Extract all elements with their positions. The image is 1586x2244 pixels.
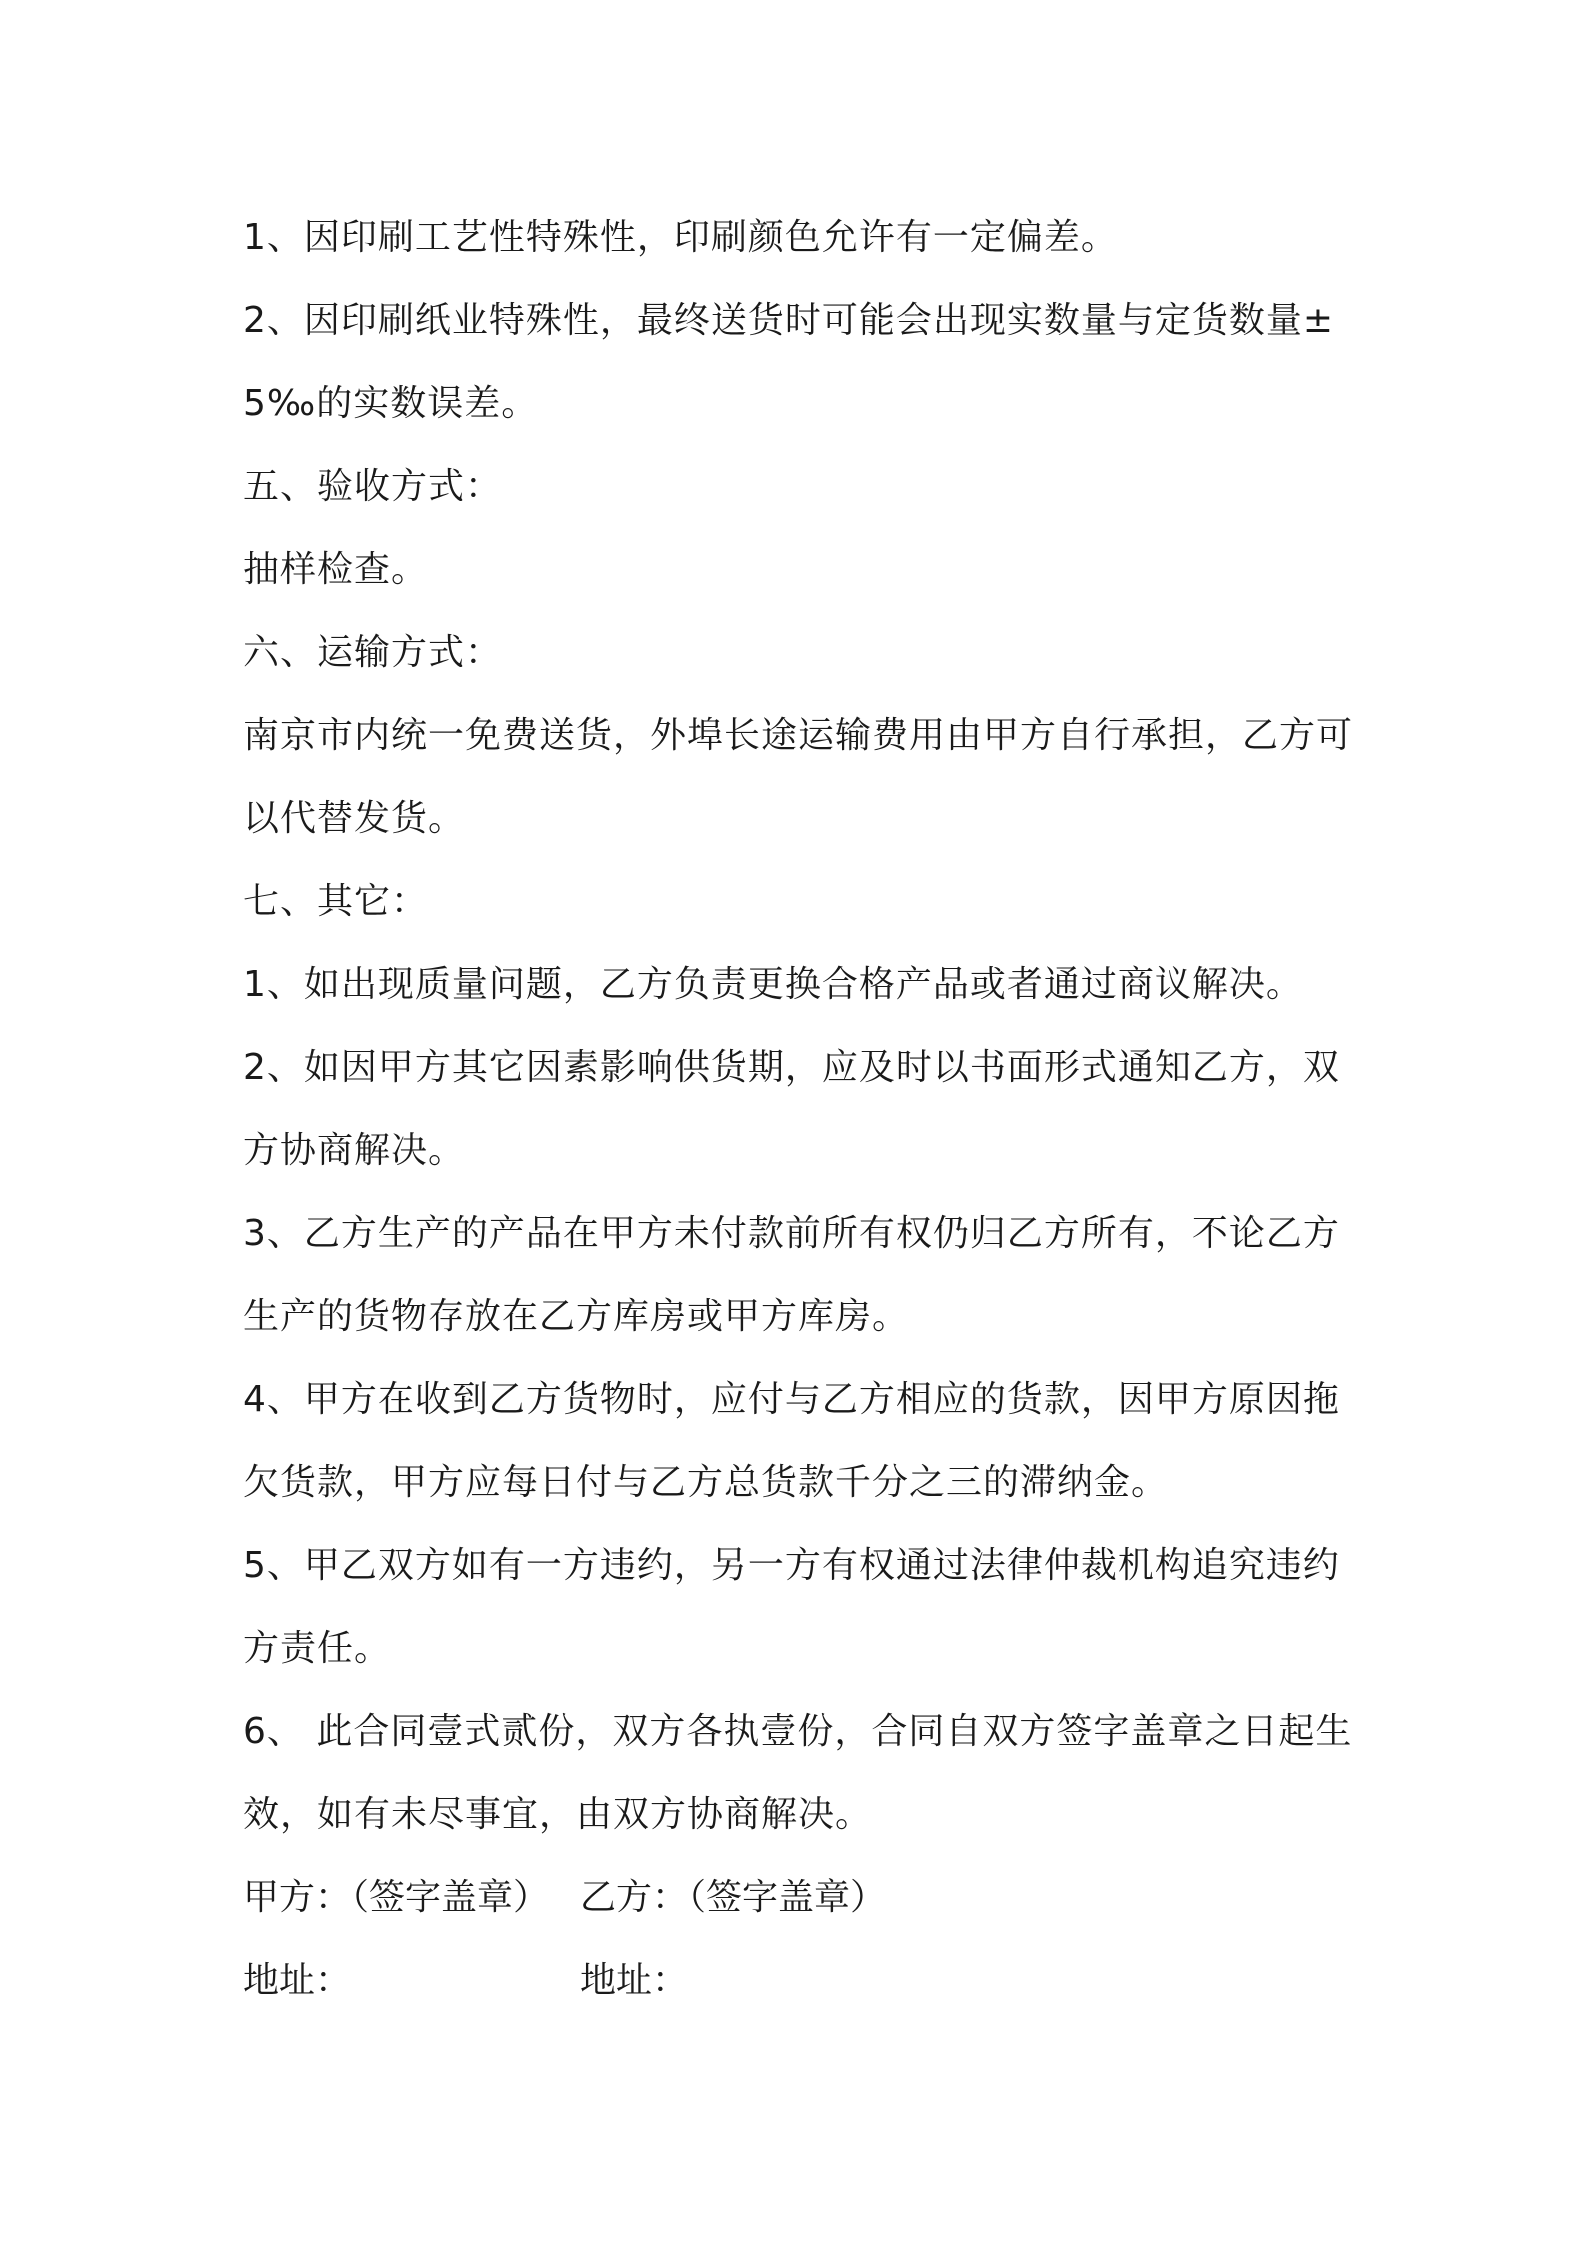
clause-line-printing-color: 1、因印刷工艺性特殊性，印刷颜色允许有一定偏差。 [243, 217, 1118, 258]
other-clause-5-cont: 方责任。 [243, 1628, 392, 1669]
section-heading-transport: 六、运输方式： [243, 632, 503, 673]
party-b-signature-label: 乙方：（签字盖章） [580, 1877, 887, 1918]
other-clause-2: 2、如因甲方其它因素影响供货期，应及时以书面形式通知乙方，双 [243, 1047, 1340, 1088]
transport-text-cont: 以代替发货。 [243, 798, 466, 839]
party-b-address-label: 地址： [580, 1960, 689, 2001]
signature-row [243, 1856, 1363, 1939]
other-clause-3: 3、乙方生产的产品在甲方未付款前所有权仍归乙方所有，不论乙方 [243, 1213, 1340, 1254]
other-clause-5: 5、甲乙双方如有一方违约，另一方有权通过法律仲裁机构追究违约 [243, 1545, 1340, 1586]
party-a-address-label: 地址： [243, 1960, 352, 2001]
other-clause-1: 1、如出现质量问题，乙方负责更换合格产品或者通过商议解决。 [243, 964, 1303, 1005]
other-clause-2-cont: 方协商解决。 [243, 1130, 466, 1171]
contract-body [243, 196, 1363, 2022]
party-a-signature-label: 甲方：（签字盖章） [243, 1877, 550, 1918]
other-clause-6: 6、 此合同壹式贰份，双方各执壹份，合同自双方签字盖章之日起生 [243, 1711, 1353, 1752]
other-clause-4-cont: 欠货款，甲方应每日付与乙方总货款千分之三的滞纳金。 [243, 1462, 1169, 1503]
address-row [243, 1939, 1363, 2022]
section-heading-acceptance: 五、验收方式： [243, 466, 503, 507]
other-clause-3-cont: 生产的货物存放在乙方库房或甲方库房。 [243, 1296, 910, 1337]
clause-line-paper-quantity-cont: 5‰的实数误差。 [243, 383, 539, 424]
section-heading-other: 七、其它： [243, 881, 429, 922]
clause-line-paper-quantity: 2、因印刷纸业特殊性，最终送货时可能会出现实数量与定货数量± [243, 300, 1335, 341]
transport-text: 南京市内统一免费送货，外埠长途运输费用由甲方自行承担，乙方可 [243, 715, 1354, 756]
other-clause-6-cont: 效，如有未尽事宜，由双方协商解决。 [243, 1794, 873, 1835]
other-clause-4: 4、甲方在收到乙方货物时，应付与乙方相应的货款，因甲方原因拖 [243, 1379, 1340, 1420]
acceptance-method-text: 抽样检查。 [243, 549, 429, 590]
